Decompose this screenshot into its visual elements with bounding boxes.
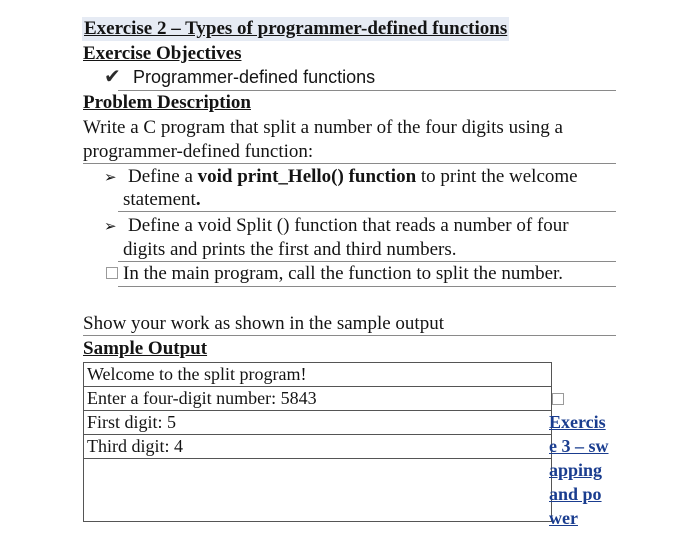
bullet-2-line1: Define a void Split () function that reads a number of four bbox=[128, 215, 569, 236]
sample-output-row: Welcome to the split program! bbox=[84, 363, 552, 387]
arrowhead-bullet-icon: ➢ bbox=[104, 168, 117, 186]
bullet-1-period: . bbox=[195, 189, 201, 210]
problem-heading: Problem Description bbox=[83, 92, 251, 113]
sample-output-row: Enter a four-digit number: 5843 bbox=[84, 387, 552, 411]
problem-intro-line2: programmer-defined function: bbox=[83, 141, 314, 162]
bullet-2-line2: digits and prints the first and third numbers. bbox=[123, 239, 457, 260]
sample-output-table bbox=[83, 362, 552, 522]
divider bbox=[83, 335, 616, 336]
bullet-1-bold: void print_Hello() function bbox=[197, 166, 417, 187]
show-work-text: Show your work as shown in the sample output bbox=[83, 313, 444, 334]
problem-intro-line1: Write a C program that split a number of the four digits using a bbox=[83, 117, 563, 138]
sample-output-row bbox=[84, 459, 552, 522]
bullet-1-line2 bbox=[123, 188, 201, 212]
divider bbox=[118, 211, 616, 212]
objective-item: Programmer-defined functions bbox=[133, 67, 376, 87]
checkmark-icon: ✔ bbox=[104, 64, 121, 88]
bullet-1-text: Define a bbox=[128, 166, 198, 187]
checkbox-icon[interactable] bbox=[552, 393, 564, 405]
arrowhead-bullet-icon: ➢ bbox=[104, 217, 117, 235]
page-title: Exercise 2 – Types of programmer-defined functions bbox=[84, 18, 508, 39]
checkbox-icon[interactable] bbox=[106, 267, 118, 279]
objectives-heading: Exercise Objectives bbox=[83, 43, 242, 64]
bullet-1-line2-text: statement bbox=[123, 189, 196, 210]
sample-output-heading: Sample Output bbox=[83, 338, 208, 359]
bullet-3-line1: In the main program, call the function to split the number. bbox=[123, 263, 564, 284]
sample-output-row: First digit: 5 bbox=[84, 411, 552, 435]
bullet-1-line1 bbox=[128, 165, 578, 189]
next-exercise-link[interactable]: Exercise 3 – swapping and power bbox=[549, 412, 609, 528]
divider bbox=[83, 163, 616, 164]
divider bbox=[118, 286, 616, 287]
sample-output-row: Third digit: 4 bbox=[84, 435, 552, 459]
bullet-1-text-end: to print the welcome bbox=[416, 166, 578, 187]
